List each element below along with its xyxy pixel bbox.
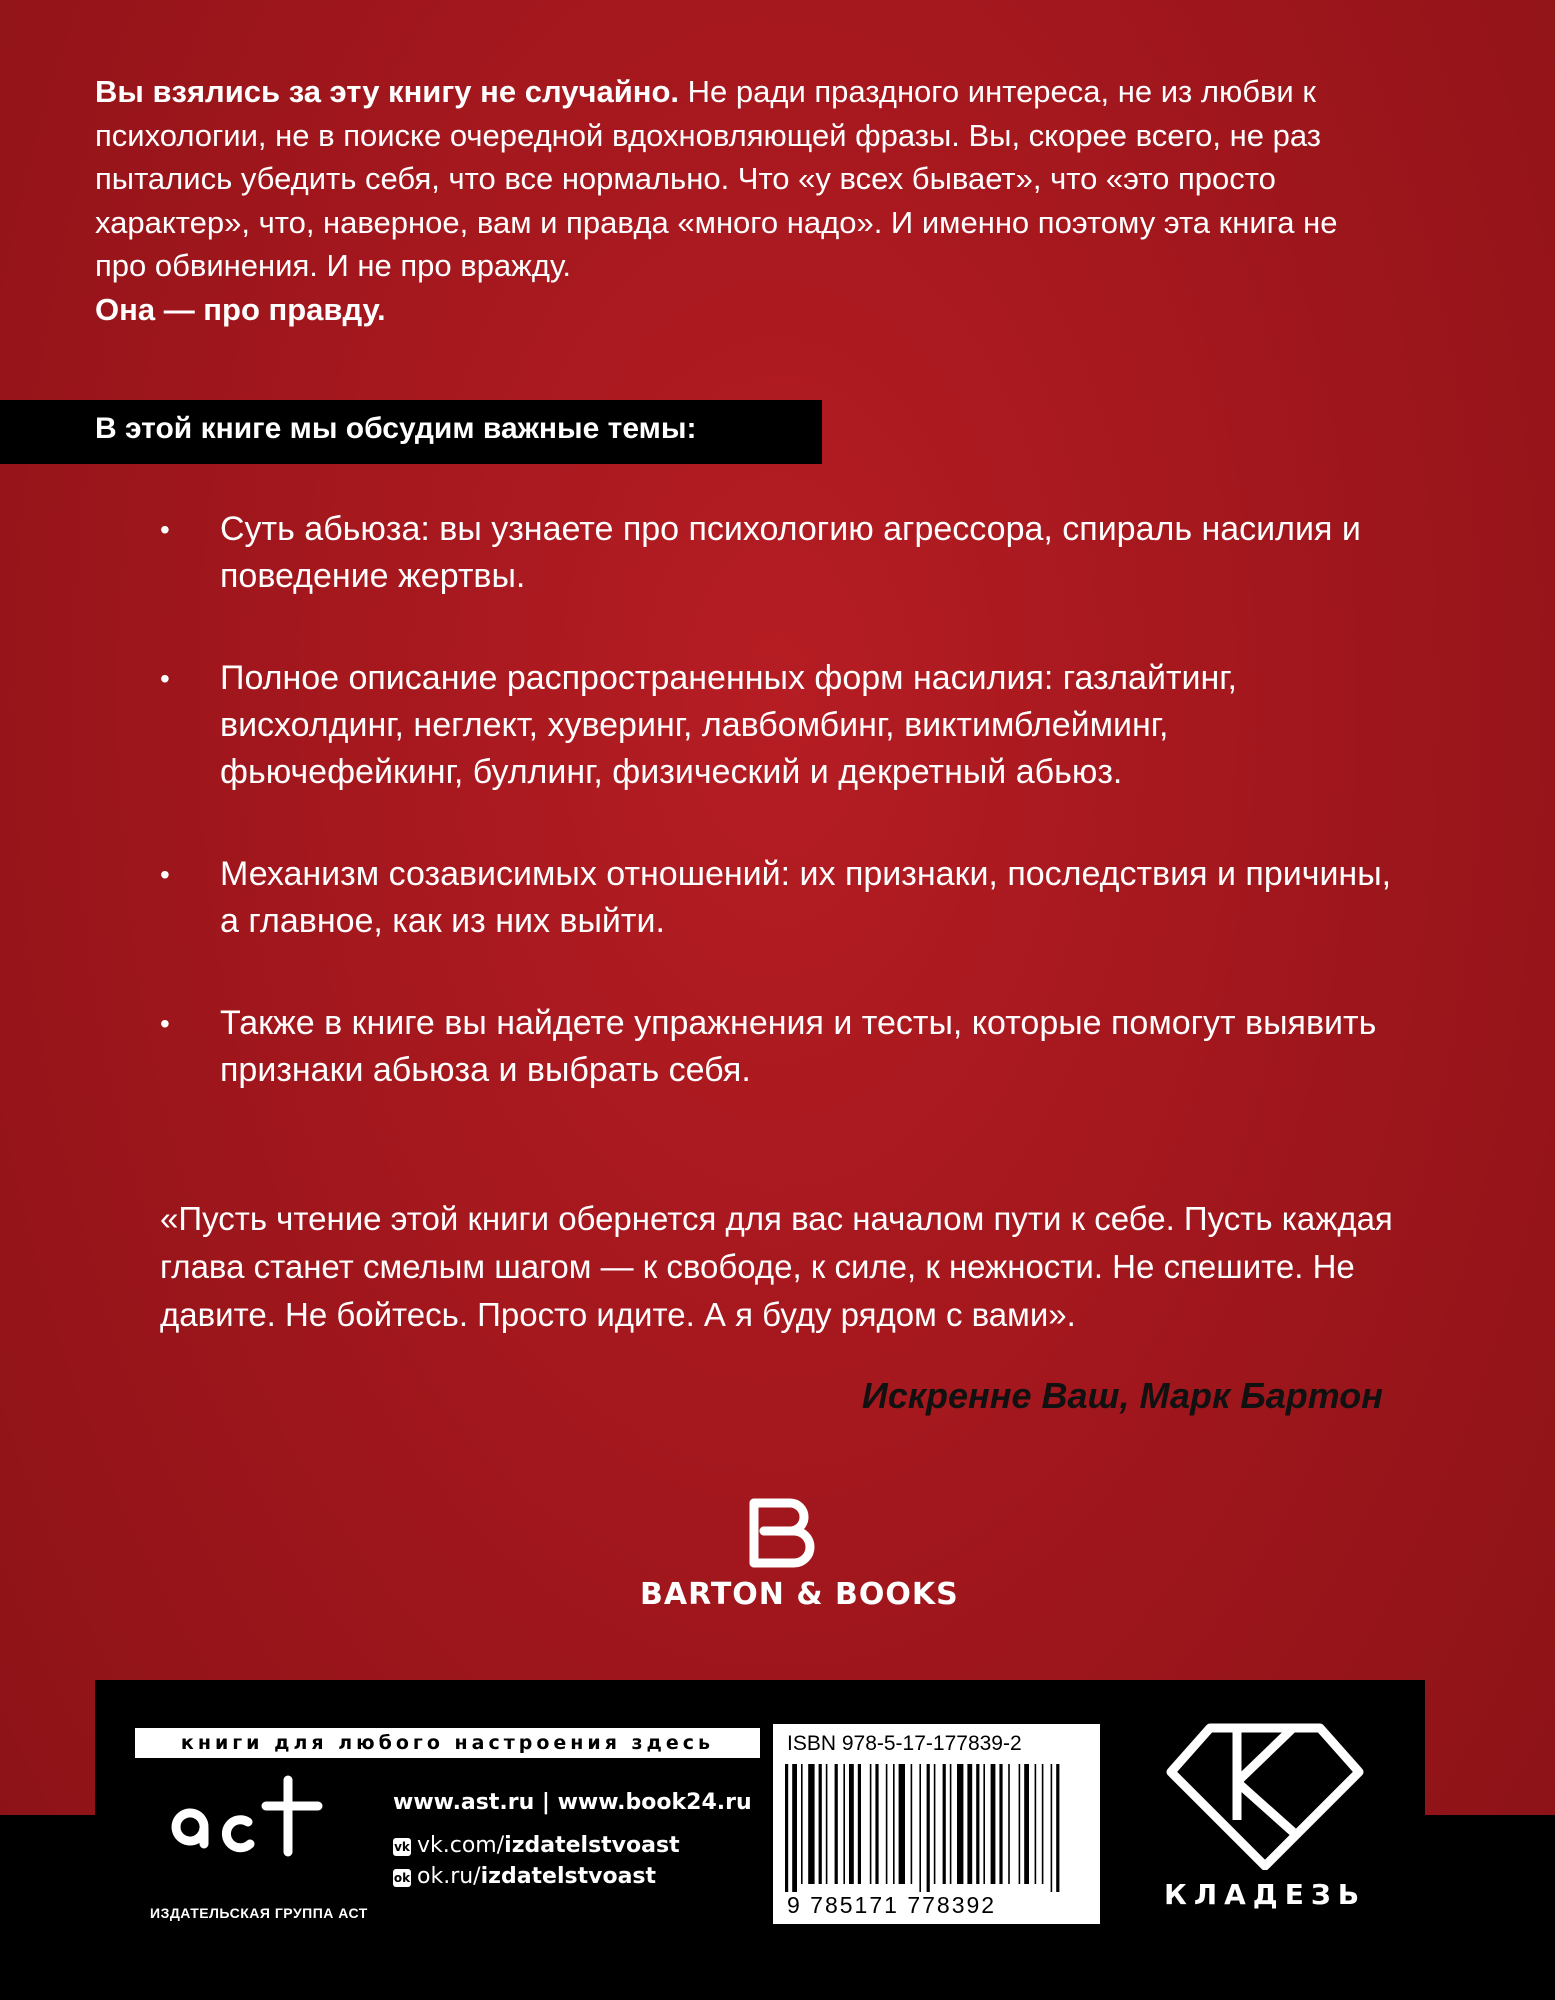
barcode-bar: [950, 1764, 952, 1884]
web-links[interactable]: www.ast.ru | www.book24.ru: [393, 1790, 752, 1815]
barcode-bar: [785, 1764, 788, 1892]
isbn-label: ISBN 978-5-17-177839-2: [787, 1732, 1022, 1755]
intro-paragraph: [95, 70, 1345, 331]
barcode-bar: [1042, 1764, 1044, 1884]
barcode-icon: [785, 1764, 1088, 1892]
kladez-logo-icon: [1165, 1720, 1365, 1870]
barcode-bar: [991, 1764, 996, 1884]
barcode-bar: [983, 1764, 985, 1884]
barcode-bar: [976, 1764, 979, 1884]
barcode-bar: [819, 1764, 822, 1884]
ok-icon: ok: [393, 1871, 411, 1885]
barcode-bar: [826, 1764, 828, 1884]
author-quote: «Пусть чтение этой книги обернется для вас началом пути к себе. Пусть каждая глава станет смелым шагом — к свободе, к силе, к нежности. Не спешите. Не давите. Не бойтесь. Просто идите. А я буду рядом с вами».: [160, 1200, 1393, 1333]
topics-heading-bar: [0, 400, 822, 464]
social-link-vk[interactable]: [393, 1833, 680, 1858]
social-link-ok[interactable]: [393, 1864, 656, 1889]
topic-text: Также в книге вы найдете упражнения и тесты, которые помогут выявить признаки абьюза и выбрать себя.: [220, 1004, 1377, 1089]
list-item: [160, 851, 1410, 945]
topics-heading: В этой книге мы обсудим важные темы:: [95, 412, 697, 445]
barcode-bar: [934, 1764, 936, 1884]
imprint-name: BARTON & BOOKS: [640, 1577, 959, 1612]
bullet-icon: •: [160, 514, 170, 545]
intro-closing: Она — про правду.: [95, 291, 386, 327]
barcode-bar: [875, 1764, 878, 1884]
barcode-bar: [1008, 1764, 1010, 1884]
social-handle: izdatelstvoast: [504, 1833, 680, 1858]
topic-text: Механизм созависимых отношений: их признаки, последствия и причины, а главное, как из них выйти.: [220, 855, 1392, 940]
bullet-icon: •: [160, 859, 170, 890]
footer-tagline: книги для любого настроения здесь: [135, 1728, 760, 1758]
barcode-bar: [870, 1764, 872, 1884]
list-item: [160, 1000, 1410, 1094]
barcode-bar: [843, 1764, 845, 1884]
topic-text: Суть абьюза: вы узнаете про психологию агрессора, спираль насилия и поведение жертвы.: [220, 510, 1361, 595]
social-handle: izdatelstvoast: [480, 1864, 657, 1889]
barcode-bar: [849, 1764, 854, 1884]
barcode-bar: [943, 1764, 946, 1884]
barcode-bar: [1019, 1764, 1021, 1884]
barcode-bar: [792, 1764, 797, 1892]
intro-body: Не ради праздного интереса, не из любви к психологии, не в поиске очередной вдохновляющей фразы. Вы, скорее всего, не раз пытались убедить себя, что все нормально. Что «у всех бывает», что «это просто характер», что, наверное, вам и правда «много надо». И именно поэтому эта книга не про обвинения. И не про вражду.: [95, 74, 1338, 283]
barton-books-logo-icon: [740, 1495, 820, 1571]
barcode-bar: [919, 1764, 921, 1892]
barcode-bar: [835, 1764, 838, 1884]
barcode-bar: [808, 1764, 814, 1884]
barcode-bar: [1051, 1764, 1053, 1892]
barcode-bar: [858, 1764, 861, 1884]
social-prefix: ok.ru/: [417, 1864, 481, 1889]
topics-list: [160, 506, 1410, 1149]
barcode-bar: [801, 1764, 803, 1884]
kladez-name: КЛАДЕЗЬ: [1163, 1878, 1367, 1911]
barton-books-logo: [640, 1495, 959, 1625]
ast-caption: ИЗДАТЕЛЬСКАЯ ГРУППА АСТ: [150, 1905, 368, 1921]
barcode-bar: [927, 1764, 930, 1892]
barcode-bar: [967, 1764, 972, 1884]
vk-icon: vk: [394, 1840, 410, 1854]
barcode-bar: [957, 1764, 963, 1884]
barcode-bar: [886, 1764, 888, 1884]
barcode-bar: [893, 1764, 895, 1884]
barcode-bar: [899, 1764, 905, 1884]
topic-text: Полное описание распространенных форм насилия: газлайтинг, висхолдинг, неглект, хуверинг, лавбомбинг, виктимблейминг, фьючефейкинг, буллинг, физический и декретный абьюз.: [220, 659, 1237, 791]
barcode-bar: [999, 1764, 1002, 1884]
bullet-icon: •: [160, 1008, 170, 1039]
ast-logo-icon: [170, 1770, 330, 1860]
isbn-digits: 9 785171 778392: [787, 1892, 997, 1918]
bullet-icon: •: [160, 663, 170, 694]
barcode-bar: [1024, 1764, 1029, 1884]
intro-lead: Вы взялись за эту книгу не случайно.: [95, 74, 680, 109]
barcode-bar: [1035, 1764, 1037, 1884]
list-item: [160, 655, 1410, 796]
social-prefix: vk.com/: [417, 1833, 505, 1858]
author-signature: Искренне Ваш, Марк Бартон: [861, 1375, 1383, 1416]
barcode-box: [773, 1724, 1100, 1924]
barcode-bar: [911, 1764, 913, 1884]
barcode-bar: [1056, 1764, 1059, 1892]
list-item: [160, 506, 1410, 600]
